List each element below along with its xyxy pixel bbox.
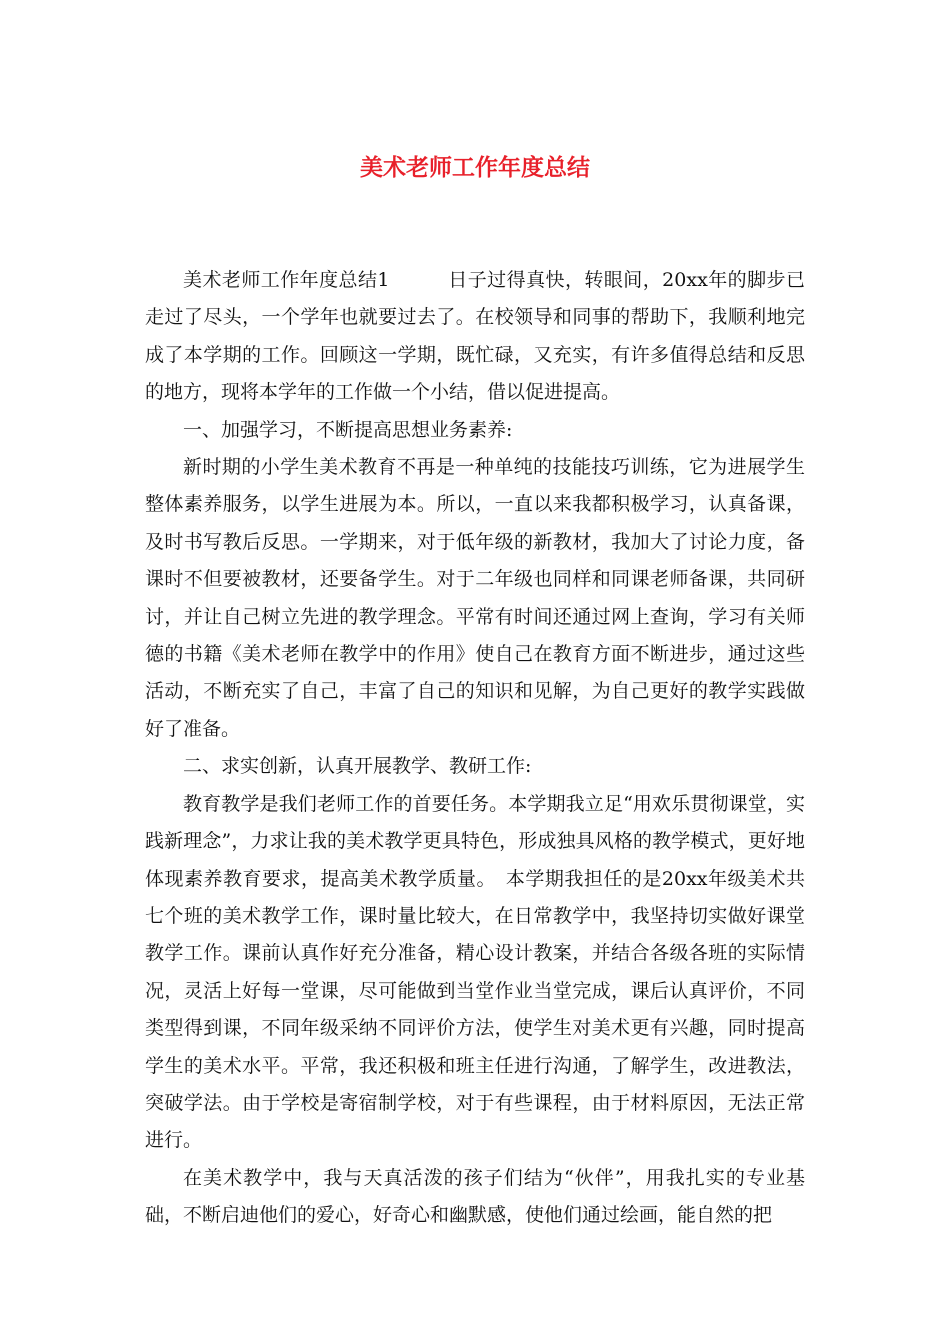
paragraph-partners: 在美术教学中，我与天真活泼的孩子们结为“伙伴”，用我扎实的专业基础，不断启迪他们的爱心，好奇心和幽默感，使他们通过绘画，能自然的把 — [145, 1166, 805, 1227]
document-body — [145, 262, 805, 1235]
section-heading-2: 二、求实创新，认真开展教学、教研工作: — [183, 755, 532, 778]
document-title: 美术老师工作年度总结 — [360, 155, 590, 181]
paragraph-teaching: 教育教学是我们老师工作的首要任务。本学期我立足“用欢乐贯彻课堂，实践新理念”，力求让我的美术教学更具特色，形成独具风格的教学模式，更好地体现素养教育要求，提高美术教学质量。 本学期我担任的是20xx年级美术共七个班的美术教学工作，课时量比较大，在日常教学中，我坚持切实做好课堂教学工作。课前认真作好充分准备，精心设计教案，并结合各级各班的实际情况，灵活上好每一堂课，尽可能做到当堂作业当堂完成，课后认真评价，不同类型得到课，不同年级采纳不同评价方法，使学生对美术更有兴趣，同时提高学生的美术水平。平常，我还积极和班主任进行沟通，了解学生，改进教法，突破学法。由于学校是寄宿制学校，对于有些课程，由于材料原因，无法正常进行。 — [145, 792, 805, 1152]
section-heading-1: 一、加强学习，不断提高思想业务素养: — [183, 418, 513, 441]
paragraph-intro: 美术老师工作年度总结1 日子过得真快，转眼间，20xx年的脚步已走过了尽头，一个学年也就要过去了。在校领导和同事的帮助下，我顺利地完成了本学期的工作。回顾这一学期，既忙碌，又充实，有许多值得总结和反思的地方，现将本学年的工作做一个小结，借以促进提高。 — [145, 269, 805, 404]
paragraph-study: 新时期的小学生美术教育不再是一种单纯的技能技巧训练，它为进展学生整体素养服务，以学生进展为本。所以，一直以来我都积极学习，认真备课，及时书写教后反思。一学期来，对于低年级的新教材，我加大了讨论力度，备课时不但要被教材，还要备学生。对于二年级也同样和同课老师备课，共同研讨，并让自己树立先进的教学理念。平常有时间还通过网上查询，学习有关师德的书籍《美术老师在教学中的作用》使自己在教育方面不断进步，通过这些活动，不断充实了自己，丰富了自己的知识和见解，为自己更好的教学实践做好了准备。 — [145, 456, 805, 740]
